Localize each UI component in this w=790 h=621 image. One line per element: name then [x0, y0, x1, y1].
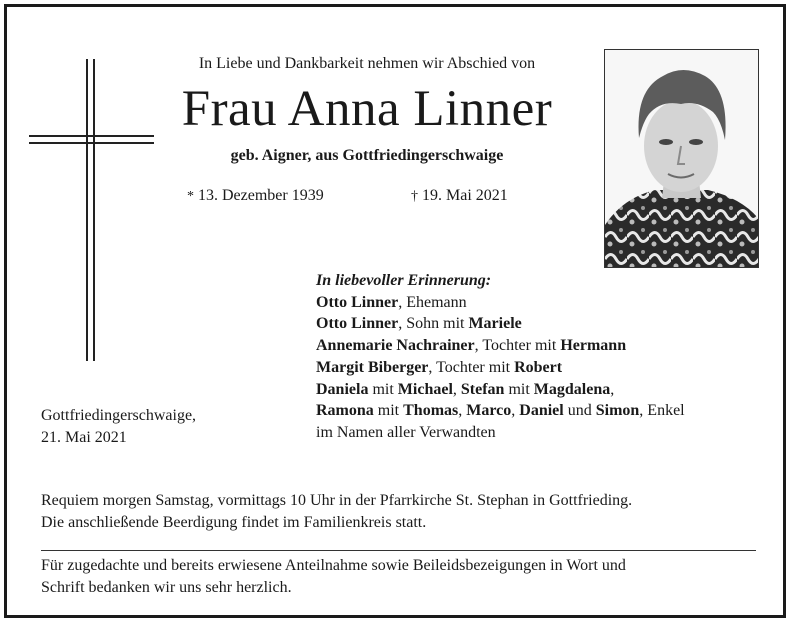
obituary-frame: [4, 4, 786, 618]
mourner-name: Mariele: [468, 315, 522, 333]
thanks-line-1: Für zugedachte und bereits erwiesene Anteilnahme sowie Beileidsbezeigungen in Wort und: [41, 557, 626, 574]
born-as-text: geb. Aigner, aus Gottfriedingerschwaige: [230, 147, 504, 164]
mourner-name: Stefan: [460, 380, 505, 398]
requiem-line: Requiem morgen Samstag, vormittags 10 Uhr in der Pfarrkirche St. Stephan in Gottfrieding.: [41, 492, 633, 509]
birth-date: 13. Dezember 1939: [198, 187, 324, 204]
death-date-line: [411, 187, 508, 205]
mourner-relation: , Tochter mit: [474, 337, 561, 355]
mourner-name: Marco: [466, 402, 512, 420]
mourner-line: [316, 335, 685, 357]
birth-symbol: *: [187, 189, 194, 204]
mourners-block: [316, 270, 685, 444]
place-date-block: [41, 405, 196, 448]
mourner-name: Robert: [514, 358, 563, 376]
mourner-relation: mit: [368, 380, 398, 398]
date-text: 21. Mai 2021: [41, 428, 127, 446]
mourner-relation: ,: [610, 380, 615, 398]
mourner-line: [316, 357, 685, 379]
mourner-name: Daniela: [316, 380, 369, 398]
mourner-name: Otto Linner: [316, 315, 399, 333]
death-symbol: †: [411, 189, 418, 204]
christian-cross-icon: [29, 59, 154, 361]
thanks-notice: [41, 555, 771, 598]
thanks-line-2: Schrift bedanken wir uns sehr herzlich.: [41, 578, 292, 596]
mourner-name: Ramona: [316, 402, 374, 420]
mourner-name: Thomas: [403, 402, 459, 420]
mourner-name: Margit Biberger: [316, 358, 429, 376]
intro-text: In Liebe und Dankbarkeit nehmen wir Abschied von: [198, 55, 536, 72]
death-date: 19. Mai 2021: [422, 187, 508, 204]
mourner-relation: , Enkel: [639, 402, 685, 420]
mourner-line: [316, 313, 685, 335]
mourner-name: Magdalena: [533, 380, 611, 398]
mourner-relation: mit: [373, 402, 404, 420]
mourner-name: Annemarie Nachrainer: [316, 337, 475, 355]
mourner-line: [316, 422, 685, 444]
mourner-relation: , Tochter mit: [428, 358, 515, 376]
deceased-name: Frau Anna Linner: [181, 81, 553, 137]
mourner-relation: und: [563, 402, 596, 420]
burial-line: Die anschließende Beerdigung findet im Familienkreis statt.: [41, 513, 427, 531]
divider-line: [41, 550, 756, 551]
mourner-relation: ,: [511, 402, 520, 420]
birth-date-line: [187, 187, 324, 205]
mourners-list: [316, 292, 685, 444]
mourner-relation: ,: [452, 380, 461, 398]
mourner-line: [316, 379, 685, 401]
mourner-relation: , Ehemann: [398, 293, 467, 311]
mourner-line: [316, 400, 685, 422]
mourner-name: Otto Linner: [316, 293, 399, 311]
mourner-line: [316, 292, 685, 314]
mourner-relation: , Sohn mit: [398, 315, 469, 333]
portrait-photo: [604, 49, 759, 268]
mourner-name: Daniel: [519, 402, 564, 420]
mourner-relation: mit: [504, 380, 534, 398]
mourner-name: Simon: [595, 402, 640, 420]
mourner-relation: im Namen aller Verwandten: [316, 423, 496, 441]
mourner-relation: ,: [458, 402, 467, 420]
requiem-notice: [41, 490, 771, 533]
mourner-name: Michael: [397, 380, 453, 398]
mourners-heading: In liebevoller Erinnerung:: [316, 272, 492, 289]
mourner-name: Hermann: [560, 337, 627, 355]
place-text: Gottfriedingerschwaige,: [41, 407, 197, 424]
